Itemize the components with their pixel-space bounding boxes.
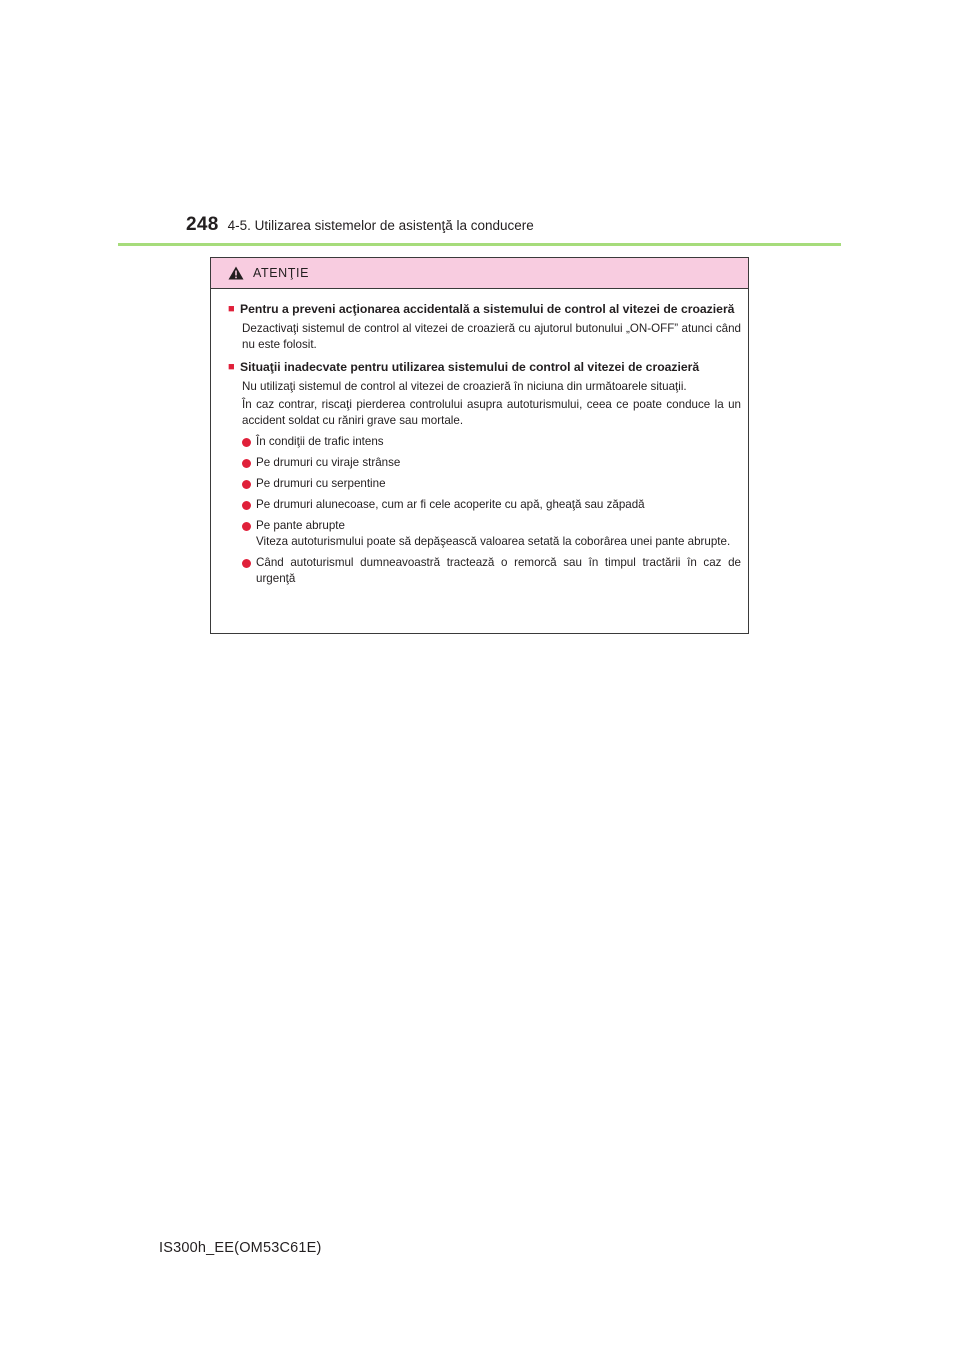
list-item: Când autoturismul dumneavoastră tractează o remorcă sau în timpul tractării în caz de urgenţă: [242, 555, 741, 587]
round-bullet-icon: [242, 522, 251, 531]
warning-body: [211, 289, 748, 587]
section-heading: ■ Pentru a preveni acţionarea accidentală a sistemului de control al vitezei de croazieră: [228, 302, 735, 316]
header-divider: [118, 243, 841, 246]
round-bullet-icon: [242, 438, 251, 447]
list-item: În condiţii de trafic intens: [242, 434, 741, 450]
round-bullet-icon: [242, 559, 251, 568]
list-item: Pe pante abrupte Viteza autoturismului poate să depăşească valoarea setată la coborârea unei pante abrupte.: [242, 518, 741, 550]
round-bullet-icon: [242, 501, 251, 510]
warning-header: [211, 258, 748, 289]
page-header: [186, 214, 534, 244]
list-item: Pe drumuri cu serpentine: [242, 476, 741, 492]
page-number: 248: [186, 214, 219, 235]
warning-box: [210, 257, 749, 634]
warning-triangle-icon: [228, 266, 244, 280]
section-text: Dezactivaţi sistemul de control al vitezei de croazieră cu ajutorul butonului „ON-OFF” atunci când nu este folosit.: [242, 322, 741, 351]
document-code: IS300h_EE(OM53C61E): [159, 1240, 322, 1256]
list-item: Pe drumuri cu viraje strânse: [242, 455, 741, 471]
section-text: În caz contrar, riscaţi pierderea controlului asupra autoturismului, ceea ce poate conduce la un accident soldat cu răniri grave sau mortale.: [242, 398, 741, 427]
section-title: 4-5. Utilizarea sistemelor de asistenţă la conducere: [227, 218, 534, 233]
round-bullet-icon: [242, 480, 251, 489]
section-heading: ■ Situaţii inadecvate pentru utilizarea sistemului de control al vitezei de croazieră: [228, 360, 700, 374]
square-bullet-icon: ■: [228, 303, 235, 315]
warning-title: ATENŢIE: [253, 266, 310, 280]
square-bullet-icon: ■: [228, 361, 235, 373]
round-bullet-icon: [242, 459, 251, 468]
list-item: Pe drumuri alunecoase, cum ar fi cele acoperite cu apă, gheaţă sau zăpadă: [242, 497, 741, 513]
section-text: Nu utilizaţi sistemul de control al vitezei de croazieră în niciuna din următoarele situaţii.: [242, 380, 687, 393]
